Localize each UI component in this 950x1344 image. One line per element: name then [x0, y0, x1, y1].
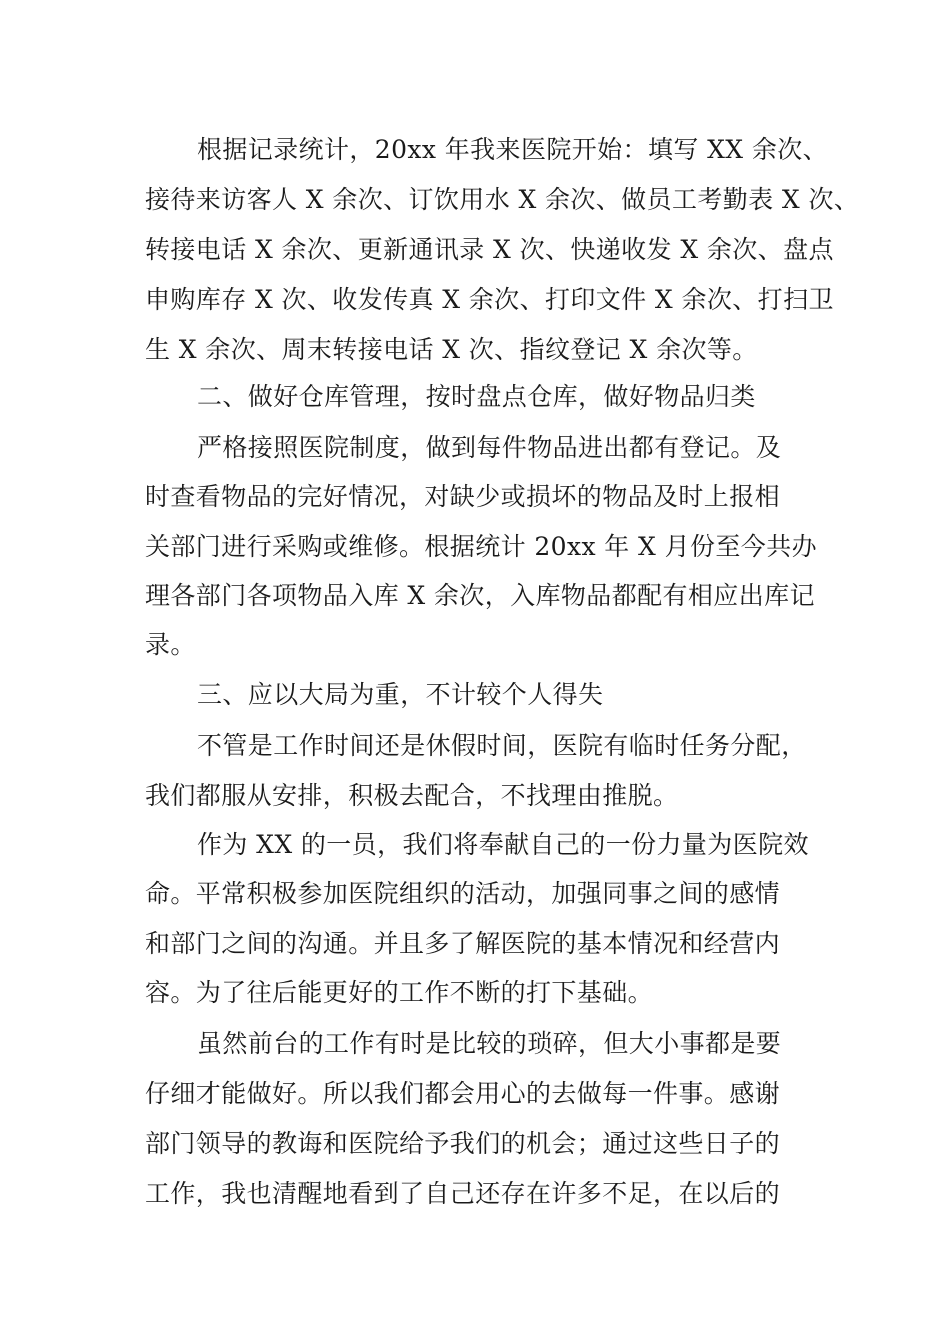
- text-line: 生 X 余次、周末转接电话 X 次、指纹登记 X 余次等。: [145, 335, 758, 364]
- text-line: 理各部门各项物品入库 X 余次，入库物品都配有相应出库记: [145, 581, 815, 610]
- text-line: 转接电话 X 余次、更新通讯录 X 次、快递收发 X 余次、盘点: [145, 235, 834, 264]
- text-line: 部门领导的教诲和医院给予我们的机会；通过这些日子的: [145, 1129, 781, 1158]
- text-line: 作为 XX 的一员，我们将奉献自己的一份力量为医院效: [197, 830, 809, 859]
- text-line: 不管是工作时间还是休假时间，医院有临时任务分配，: [197, 731, 807, 760]
- text-line: 关部门进行采购或维修。根据统计 20xx 年 X 月份至今共办: [145, 532, 817, 561]
- text-line: 命。平常积极参加医院组织的活动，加强同事之间的感情: [145, 879, 781, 908]
- text-line: 申购库存 X 次、收发传真 X 余次、打印文件 X 余次、打扫卫: [145, 285, 834, 314]
- text-line: 接待来访客人 X 余次、订饮用水 X 余次、做员工考勤表 X 次、: [145, 185, 860, 214]
- text-line: 时查看物品的完好情况，对缺少或损坏的物品及时上报相: [145, 482, 781, 511]
- section-heading: 三、应以大局为重，不计较个人得失: [197, 680, 604, 709]
- text-line: 根据记录统计，20xx 年我来医院开始：填写 XX 余次、: [197, 135, 829, 164]
- text-line: 容。为了往后能更好的工作不断的打下基础。: [145, 978, 654, 1007]
- text-line: 我们都服从安排，积极去配合，不找理由推脱。: [145, 781, 679, 810]
- text-line: 严格接照医院制度，做到每件物品进出都有登记。及: [197, 433, 782, 462]
- text-line: 工作，我也清醒地看到了自己还存在许多不足，在以后的: [145, 1179, 781, 1208]
- text-line: 和部门之间的沟通。并且多了解医院的基本情况和经营内: [145, 929, 781, 958]
- text-line: 仔细才能做好。所以我们都会用心的去做每一件事。感谢: [145, 1079, 781, 1108]
- text-line: 录。: [145, 630, 196, 659]
- text-line: 虽然前台的工作有时是比较的琐碎，但大小事都是要: [197, 1029, 782, 1058]
- section-heading: 二、做好仓库管理，按时盘点仓库，做好物品归类: [197, 382, 756, 411]
